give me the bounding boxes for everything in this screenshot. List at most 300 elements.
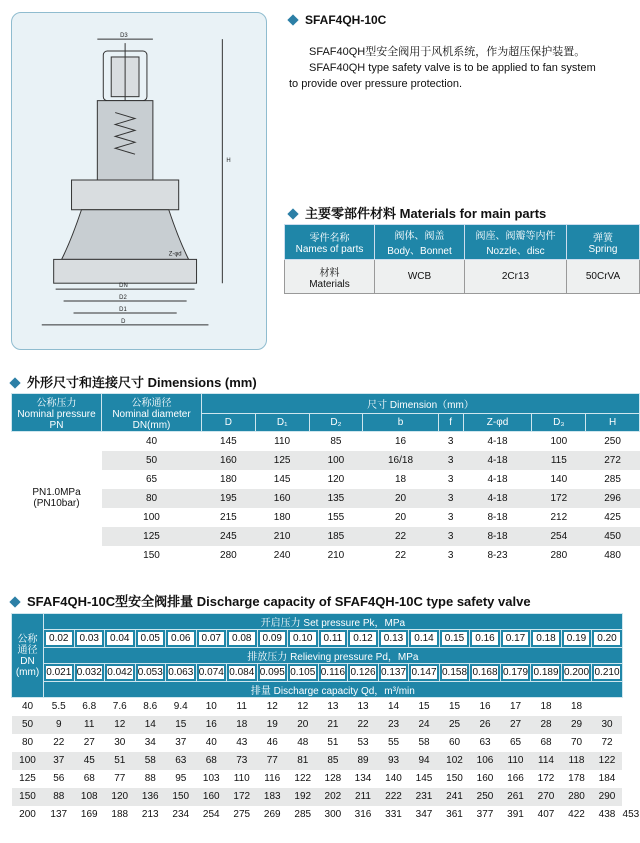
dimensions-table [11,393,640,565]
table-cell: 254 [550,530,568,542]
mat-header-body: 阀体、阀盖 Body、Bonnet [375,225,465,260]
table-cell: 331 [385,809,402,820]
dim-col-header: H [586,414,640,432]
table-cell: 272 [604,454,621,466]
relieving-pressure-value: 0.200 [564,667,590,678]
table-cell: 16 [479,701,491,713]
table-cell: 140 [550,473,568,485]
table-cell: 116 [264,773,281,784]
relieving-pressure-value: 0.021 [46,667,72,678]
table-cell: 26 [479,719,491,730]
table-cell: 166 [507,773,524,784]
table-cell: 19 [266,719,278,730]
table-cell: 94 [418,755,430,766]
table-cell: 4-18 [487,473,508,485]
dim-header-dimension: 尺寸 Dimension（mm） [202,394,640,414]
table-cell: 77 [266,755,278,766]
table-cell: 140 [385,773,402,784]
table-cell: 240 [273,549,291,561]
table-cell: 6.8 [82,701,97,713]
table-cell: 65 [145,473,158,485]
table-row [12,788,640,806]
table-cell: 108 [80,791,98,802]
table-cell: 18 [236,719,248,730]
discharge-title: SFAF4QH-10C型安全阀排量 Discharge capacity of SFAF4QH-10C type safety valve [11,591,531,610]
set-pressure-cell [257,630,288,648]
set-pressure-value: 0.08 [229,632,255,645]
dis-header-set-pressure: 开启压力 Set pressure Pk，MPa [44,614,623,630]
table-cell: 25 [448,719,461,730]
table-cell: 172 [550,492,568,504]
table-cell: 18 [394,473,407,485]
table-cell: 18 [570,701,583,713]
table-cell: 184 [598,773,616,784]
table-cell: 22 [394,549,407,561]
table-cell: 48 [297,737,309,748]
table-cell: 100 [19,755,36,766]
set-pressure-value: 0.12 [350,632,376,645]
mat-cell-label: 材料 Materials [285,260,375,294]
table-cell: 110 [507,755,524,766]
table-cell: 136 [141,791,159,802]
dim-header-pn: 公称压力 Nominal pressure PN [12,394,102,432]
table-cell: 215 [220,511,237,523]
table-cell: 391 [507,809,524,820]
table-cell: 13 [327,701,339,713]
table-cell: 8.6 [143,701,158,713]
materials-table [284,224,640,294]
table-cell: 22 [53,737,65,748]
set-pressure-value: 0.10 [290,632,316,645]
table-cell: 453 [622,809,640,820]
dimensions-title: 外形尺寸和连接尺寸 Dimensions (mm) [11,372,257,391]
table-cell: 222 [385,791,402,802]
relieving-pressure-value: 0.147 [411,667,437,678]
table-cell: 51 [114,755,126,766]
table-cell: 80 [21,737,34,748]
dis-header-capacity: 排量 Discharge capacity Qd，m³/min [44,682,623,698]
table-cell: 100 [550,435,568,447]
pn-line: (PN10bar) [33,498,80,510]
table-cell: 85 [327,755,339,766]
dis-header-dn: 公称 通径 DN (mm) [12,614,44,698]
set-pressure-value: 0.06 [168,632,194,645]
table-cell: 100 [327,454,345,466]
relieving-pressure-value: 0.053 [137,667,163,678]
relieving-pressure-value: 0.189 [533,667,559,678]
set-pressure-value: 0.05 [138,632,164,645]
label-d2: D2 [119,295,127,302]
table-cell: 250 [476,791,494,802]
table-cell: 241 [446,791,463,802]
table-cell: 155 [327,511,345,523]
table-cell: 110 [274,435,291,447]
table-cell: 361 [446,809,463,820]
table-cell: 16 [394,435,407,447]
set-pressure-cell [135,630,166,648]
table-cell: 245 [220,530,237,542]
table-cell: 407 [537,809,555,820]
table-cell: 53 [357,737,369,748]
table-cell: 8-18 [487,530,508,542]
table-cell: 4-18 [487,492,508,504]
table-cell: 106 [476,755,494,766]
relieving-pressure-cell [105,664,136,682]
valve-cross-section-diagram [12,13,266,349]
set-pressure-value: 0.15 [442,632,468,645]
table-cell: 285 [604,473,621,485]
relieving-pressure-cell [378,664,409,682]
table-cell: 22 [357,719,369,730]
dim-header-dn: 公称通径 Nominal diameter DN(mm) [102,394,202,432]
set-pressure-cell [318,630,348,648]
table-row [12,432,640,451]
table-cell: 58 [144,755,156,766]
table-cell: 40 [21,701,34,713]
table-row [12,508,640,527]
relieving-pressure-value: 0.210 [594,667,620,678]
relieving-pressure-value: 0.074 [198,667,224,678]
table-cell: 172 [537,773,555,784]
mat-cell-body: WCB [375,260,465,294]
table-cell: 11 [236,701,247,713]
relieving-pressure-cell [409,664,440,682]
relieving-pressure-value: 0.084 [229,667,255,678]
table-cell: 3 [447,530,454,542]
table-cell: 89 [357,755,369,766]
product-description: SFAF40QH型安全阀用于风机系统，作为超压保护装置。 SFAF40QH type safety valve is to be applied to fan system to provide over pressure protection. [289,46,596,90]
table-cell: 70 [570,737,583,748]
table-cell: 58 [418,737,430,748]
table-cell: 195 [220,492,237,504]
table-cell: 438 [598,809,616,820]
table-cell: 34 [144,737,156,748]
table-cell: 4-18 [487,435,508,447]
table-cell: 261 [507,791,524,802]
table-cell: 51 [327,737,339,748]
table-cell: 24 [418,719,430,730]
table-cell: 37 [175,737,187,748]
table-cell: 95 [175,773,187,784]
dim-col-header: D₂ [309,414,363,432]
set-pressure-value: 0.02 [46,632,72,645]
table-cell: 211 [355,791,371,802]
table-cell: 115 [550,454,567,466]
table-cell: 178 [568,773,585,784]
set-pressure-cell [500,630,531,648]
table-cell: 4-18 [487,454,508,466]
table-cell: 63 [479,737,491,748]
table-cell: 5.5 [51,701,66,713]
diamond-bullet-icon [9,377,20,388]
table-cell: 72 [601,737,613,748]
diamond-bullet-icon [9,596,20,607]
table-cell: 188 [111,809,129,820]
table-cell: 40 [205,737,217,748]
relieving-pressure-cell [592,664,623,682]
mat-header-spring: 弹簧 Spring [567,225,640,260]
relieving-pressure-value: 0.179 [503,667,529,678]
table-cell: 169 [80,809,98,820]
set-pressure-cell [439,630,470,648]
table-cell: 110 [233,773,250,784]
table-cell: 3 [447,473,454,485]
table-cell: 21 [327,719,339,730]
table-row [12,489,640,508]
dim-col-header: f [438,414,463,432]
table-cell: 210 [327,549,345,561]
table-cell: 15 [448,701,461,713]
table-cell: 150 [446,773,463,784]
table-cell: 212 [550,511,568,523]
set-pressure-value: 0.18 [533,632,559,645]
table-cell: 160 [476,773,494,784]
relieving-pressure-cell [318,664,348,682]
table-cell: 30 [601,719,613,730]
model-heading: SFAF4QH-10C [289,13,386,27]
table-cell: 118 [568,755,585,766]
table-cell: 125 [273,454,291,466]
set-pressure-cell [105,630,136,648]
dim-col-header: Z-φd [463,414,532,432]
table-cell: 134 [354,773,372,784]
table-cell: 185 [327,530,345,542]
table-cell: 3 [447,435,454,447]
mat-header-names: 零件名称 Names of parts [285,225,375,260]
table-cell: 210 [273,530,291,542]
table-cell: 18 [540,701,552,713]
relieving-pressure-cell [44,664,75,682]
table-cell: 160 [220,454,237,466]
relieving-pressure-value: 0.158 [442,667,468,678]
table-cell: 88 [53,791,65,802]
dim-col-header: D₁ [255,414,309,432]
table-cell: 316 [354,809,372,820]
table-cell: 68 [83,773,95,784]
label-d1: D1 [119,306,127,313]
set-pressure-cell [74,630,105,648]
diamond-bullet-icon [287,14,298,25]
dis-header-relieving: 排放压力 Relieving pressure Pd，MPa [44,648,623,664]
table-cell: 27 [83,737,95,748]
set-pressure-cell [592,630,623,648]
table-row [12,470,640,489]
set-pressure-cell [531,630,562,648]
table-cell: 3 [447,454,454,466]
relieving-pressure-cell [257,664,288,682]
table-cell: 88 [144,773,156,784]
table-cell: 450 [604,530,621,542]
table-cell: 56 [53,773,65,784]
table-cell: 68 [205,755,217,766]
table-cell: 20 [394,511,407,523]
table-cell: 290 [598,791,616,802]
table-cell: 180 [220,473,237,485]
table-cell: 213 [141,809,159,820]
table-cell: 8-18 [487,511,508,523]
table-cell: 3 [447,492,454,504]
dim-col-header: b [363,414,438,432]
relieving-pressure-cell [531,664,562,682]
table-row [12,451,640,470]
table-cell: 11 [84,719,95,730]
table-cell: 125 [143,530,160,542]
table-cell: 22 [394,530,407,542]
table-cell: 254 [202,809,220,820]
table-cell: 145 [220,435,237,447]
set-pressure-value: 0.13 [381,632,407,645]
table-cell: 280 [550,549,568,561]
table-cell: 43 [236,737,248,748]
table-cell: 280 [220,549,237,561]
relieving-pressure-cell [135,664,166,682]
relieving-pressure-value: 0.063 [168,667,194,678]
relieving-pressure-cell [561,664,592,682]
table-cell: 3 [447,549,454,561]
relieving-pressure-value: 0.137 [381,667,407,678]
table-row [12,698,640,716]
relieving-pressure-cell [348,664,379,682]
table-cell: 183 [263,791,281,802]
table-cell: 12 [297,701,309,713]
set-pressure-cell [409,630,440,648]
table-cell: 250 [604,435,621,447]
relieving-pressure-cell [196,664,227,682]
relieving-pressure-cell [500,664,531,682]
table-cell: 300 [324,809,342,820]
relieving-pressure-cell [227,664,258,682]
table-cell: 280 [568,791,585,802]
relieving-pressure-value: 0.126 [350,667,376,678]
table-cell: 12 [114,719,126,730]
set-pressure-cell [196,630,227,648]
table-cell: 480 [604,549,621,561]
table-cell: 122 [598,755,616,766]
mat-cell-spring: 50CrVA [567,260,640,294]
table-cell: 192 [294,791,312,802]
pn-value [12,432,102,565]
table-cell: 12 [266,701,278,713]
table-row [12,527,640,546]
dim-col-header: D₃ [532,414,586,432]
label-dn: DN [119,283,128,290]
table-row [12,734,640,752]
table-cell: 81 [297,755,309,766]
table-cell: 285 [294,809,312,820]
table-row [12,752,640,770]
table-cell: 37 [53,755,65,766]
table-cell: 125 [19,773,36,784]
table-cell: 45 [83,755,95,766]
table-cell: 103 [202,773,220,784]
table-cell: 102 [446,755,463,766]
table-cell: 20 [297,719,309,730]
table-cell: 68 [540,737,552,748]
table-cell: 16 [205,719,217,730]
set-pressure-value: 0.11 [321,632,346,645]
set-pressure-cell [288,630,319,648]
set-pressure-value: 0.07 [199,632,225,645]
set-pressure-value: 0.20 [594,632,620,645]
set-pressure-cell [227,630,258,648]
table-cell: 77 [114,773,126,784]
set-pressure-value: 0.19 [564,632,590,645]
table-cell: 50 [21,719,34,730]
set-pressure-value: 0.09 [260,632,286,645]
table-cell: 150 [143,549,160,561]
table-cell: 8-23 [487,549,508,561]
table-cell: 347 [415,809,433,820]
table-cell: 73 [236,755,248,766]
table-cell: 9.4 [173,701,188,713]
table-cell: 114 [538,755,554,766]
table-cell: 120 [327,473,345,485]
table-cell: 17 [509,701,522,713]
table-cell: 377 [476,809,494,820]
table-cell: 80 [145,492,158,504]
table-cell: 15 [175,719,187,730]
table-cell: 13 [357,701,369,713]
table-cell: 150 [19,791,36,802]
table-cell: 3 [447,511,454,523]
table-cell: 60 [448,737,461,748]
table-cell: 145 [273,473,291,485]
table-row [12,546,640,565]
table-cell: 172 [233,791,251,802]
set-pressure-cell [166,630,197,648]
table-cell: 128 [324,773,342,784]
table-cell: 160 [273,492,291,504]
pn-line: PN1.0MPa [32,487,81,499]
relieving-pressure-value: 0.105 [290,667,316,678]
set-pressure-cell [378,630,409,648]
table-row [12,770,640,788]
relieving-pressure-cell [166,664,197,682]
valve-drawing [11,12,267,350]
table-cell: 275 [233,809,251,820]
table-cell: 27 [509,719,522,730]
relieving-pressure-cell [439,664,470,682]
table-cell: 14 [387,701,400,713]
table-cell: 9 [55,719,62,730]
table-cell: 93 [387,755,400,766]
label-z: Z-φd [168,251,182,258]
table-cell: 65 [509,737,522,748]
table-cell: 15 [418,701,430,713]
set-pressure-cell [561,630,592,648]
table-cell: 16/18 [388,454,414,466]
set-pressure-cell [44,630,75,648]
table-cell: 29 [570,719,583,730]
table-row [12,806,640,824]
table-cell: 10 [205,701,217,713]
table-cell: 50 [145,454,158,466]
table-cell: 55 [387,737,400,748]
label-d3: D3 [120,33,128,40]
table-cell: 100 [143,511,160,523]
mat-header-nozzle: 阀座、阀瓣等内件 Nozzle、disc [465,225,567,260]
table-cell: 200 [19,809,36,820]
table-cell: 122 [294,773,312,784]
table-cell: 150 [172,791,190,802]
table-cell: 422 [568,809,585,820]
table-cell: 270 [537,791,555,802]
discharge-table [11,613,640,824]
table-cell: 135 [327,492,345,504]
table-cell: 145 [415,773,433,784]
table-cell: 234 [172,809,190,820]
table-cell: 20 [394,492,407,504]
